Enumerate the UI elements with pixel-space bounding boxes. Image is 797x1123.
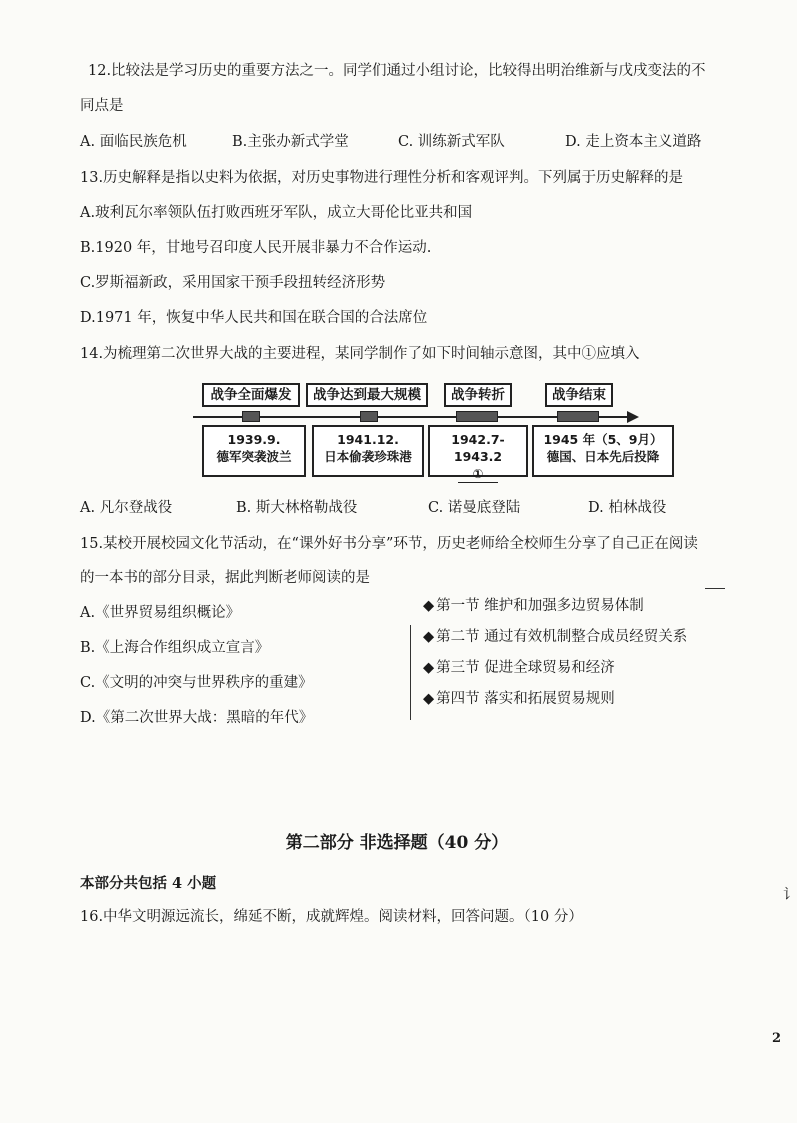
q12-option-d: D. 走上资本主义道路 <box>565 134 702 150</box>
q15-option-a: A.《世界贸易组织概论》 <box>80 605 241 621</box>
timeline-event-text: 德军突袭波兰 <box>216 449 292 464</box>
q14-option-b: B. 斯大林格勒战役 <box>236 500 358 516</box>
toc-item: ◆ 第四节 落实和拓展贸易规则 <box>423 691 615 707</box>
q14-option-d: D. 柏林战役 <box>588 500 667 516</box>
timeline-event-text: 德国、日本先后投降 <box>546 449 660 464</box>
q16-stem: 16.中华文明源远流长，绵延不断，成就辉煌。阅读材料，回答问题。（10 分） <box>80 909 583 925</box>
timeline-stage-4: 战争结束 <box>545 383 613 407</box>
divider <box>410 625 411 720</box>
timeline-marker <box>557 411 599 422</box>
timeline-event-text: 日本偷袭珍珠港 <box>324 449 412 464</box>
q12-stem-line2: 同点是 <box>80 98 124 114</box>
diamond-icon: ◆ <box>423 598 435 614</box>
section-title: 第二部分 非选择题（40 分） <box>285 833 509 853</box>
q15-option-c: C.《文明的冲突与世界秩序的重建》 <box>80 675 313 691</box>
timeline-marker <box>360 411 378 422</box>
timeline-event-3 <box>428 425 528 481</box>
q13-option-d: D.1971 年，恢复中华人民共和国在联合国的合法席位 <box>80 310 428 326</box>
timeline-event-date: 1942.7-1943.2 <box>451 432 505 464</box>
timeline-marker <box>456 411 498 422</box>
q12-option-c: C. 训练新式军队 <box>398 134 505 150</box>
divider <box>705 588 725 589</box>
q12-stem-line1: 12.比较法是学习历史的重要方法之一。同学们通过小组讨论，比较得出明治维新与戊戌变法的不 <box>88 63 706 79</box>
q12-option-b: B.主张办新式学堂 <box>232 134 349 150</box>
timeline-stage-3: 战争转折 <box>444 383 512 407</box>
timeline-stage-1: 战争全面爆发 <box>202 383 300 407</box>
q14-stem: 14.为梳理第二次世界大战的主要进程，某同学制作了如下时间轴示意图，其中①应填入 <box>80 346 640 362</box>
q13-option-a: A.玻利瓦尔率领队伍打败西班牙军队，成立大哥伦比亚共和国 <box>80 205 473 221</box>
timeline-stage-2: 战争达到最大规模 <box>306 383 428 407</box>
q14-option-a: A. 凡尔登战役 <box>80 500 173 516</box>
q15-option-d: D.《第二次世界大战：黑暗的年代》 <box>80 710 314 726</box>
q12-option-a: A. 面临民族危机 <box>80 134 187 150</box>
timeline-event-1 <box>202 425 306 477</box>
diamond-icon: ◆ <box>423 660 435 676</box>
timeline-event-4 <box>532 425 674 477</box>
timeline-blank: ① <box>458 465 498 483</box>
q13-option-c: C.罗斯福新政，采用国家干预手段扭转经济形势 <box>80 275 386 291</box>
timeline-event-date: 1945 年（5、9月） <box>543 432 663 447</box>
page-number: 2 <box>772 1031 782 1046</box>
toc-item: ◆ 第二节 通过有效机制整合成员经贸关系 <box>423 629 688 645</box>
toc-item: ◆ 第一节 维护和加强多边贸易体制 <box>423 598 644 614</box>
q13-stem: 13.历史解释是指以史料为依据，对历史事物进行理性分析和客观评判。下列属于历史解释的是 <box>80 170 684 186</box>
timeline-event-2 <box>312 425 424 477</box>
edge-mark: 讠 <box>783 887 797 903</box>
q13-option-b: B.1920 年，甘地号召印度人民开展非暴力不合作运动. <box>80 240 432 256</box>
q15-option-b: B.《上海合作组织成立宣言》 <box>80 640 270 656</box>
q15-stem-line1: 15.某校开展校园文化节活动，在“课外好书分享”环节，历史老师给全校师生分享了自己正在阅读 <box>80 536 698 552</box>
toc-item: ◆ 第三节 促进全球贸易和经济 <box>423 660 615 676</box>
q15-stem-line2: 的一本书的部分目录，据此判断老师阅读的是 <box>80 570 370 586</box>
diamond-icon: ◆ <box>423 691 435 707</box>
timeline-event-date: 1939.9. <box>227 432 281 447</box>
timeline-marker <box>242 411 260 422</box>
q14-option-c: C. 诺曼底登陆 <box>428 500 521 516</box>
timeline-arrow-icon <box>627 411 639 423</box>
diamond-icon: ◆ <box>423 629 435 645</box>
timeline-event-date: 1941.12. <box>337 432 399 447</box>
section-note: 本部分共包括 4 小题 <box>80 875 217 892</box>
